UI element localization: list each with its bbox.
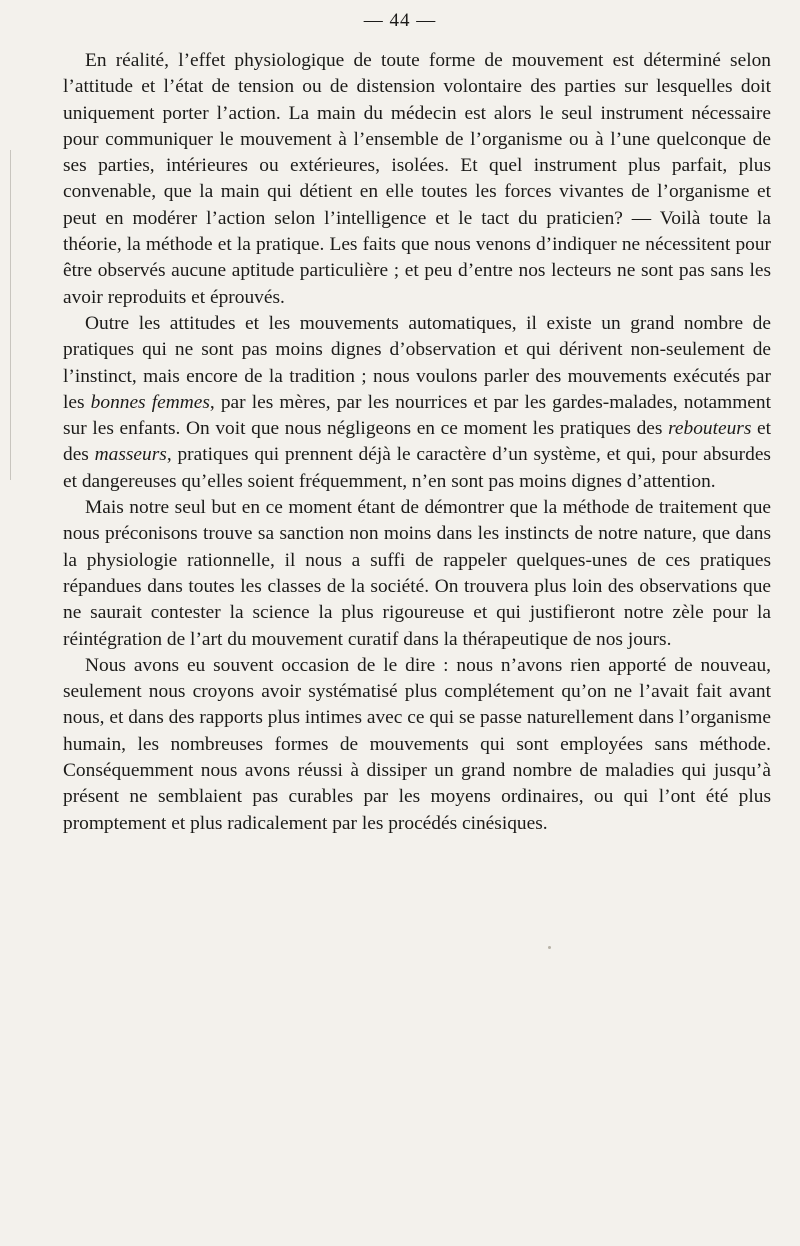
paragraph-1-text: En réalité, l’effet physiologique de toute forme de mouvement est déterminé selon l’attitude et l’état de tension ou de distension volontaire des parties sur lesquelles doit uniquement porter l’action. La main du médecin est alors le seul instrument nécessaire pour communiquer le mouvement à l’ensemble de l’organisme ou à l’une quelconque de ses parties, intérieures ou extérieures, isolées. Et quel instrument plus parfait, plus convenable, que la main qui détient en elle toutes les forces vivantes de l’organisme et peut en modérer l’action selon l’intelligence et le tact du praticien? — Voilà toute la théorie, la méthode et la pratique. Les faits que nous venons d’indiquer ne nécessitent pour être observés aucune aptitude particulière ; et peu d’entre nos lecteurs ne sont pas sans les avoir reproduits et éprouvés. — [63, 50, 771, 308]
paragraph-2-text-a: Outre les attitudes et les mouvements automatiques, il existe un grand nombre de pratiques qui ne sont pas moins dignes d’observation et qui dérivent non-seulement de l’instinct, mais encore de la tradition ; nous voulons parler des mouvements exécutés par les — [63, 312, 771, 413]
page-edge-shadow — [0, 150, 11, 480]
paragraph-1 — [63, 48, 771, 311]
paragraph-3-text: Mais notre seul but en ce moment étant de démontrer que la méthode de traitement que nous préconisons trouve sa sanction non moins dans les instincts de notre nature, que dans la physiologie rationnelle, il nous a suffi de rappeler quelques-unes de ces pratiques répandues dans toutes les classes de la société. On trouvera plus loin des observations que ne saurait contester la science la plus rigoureuse et qui justifieront notre zèle pour la réintégration de l’art du mouvement curatif dans la thérapeutique de nos jours. — [63, 497, 771, 650]
paragraph-2-text-b: , par les mères, par les nourrices et par les gardes-malades, notamment sur les enfants. On voit que nous négligeons en ce moment les pratiques des — [63, 391, 771, 440]
paper-speck — [548, 946, 551, 949]
paragraph-2-text-c: et des — [63, 418, 772, 466]
paragraph-4-text: Nous avons eu souvent occasion de le dire : nous n’avons rien apporté de nouveau, seulement nous croyons avoir systématisé plus complétement qu’on ne l’avait fait avant nous, et dans des rapports plus intimes avec ce qui se passe naturellement dans l’organisme humain, les nombreuses formes de mouvements qui sont employées sans méthode. Conséquemment nous avons réussi à dissiper un grand nombre de maladies qui jusqu’à présent ne semblaient pas curables par les moyens ordinaires, ou qui l’ont été plus promptement et plus radicalement par les procédés cinésiques. — [63, 654, 771, 834]
paragraph-4 — [63, 653, 771, 837]
italic-rebouteurs: rebouteurs — [668, 418, 752, 440]
paragraph-2-text-d: , pratiques qui prennent déjà le caractère d’un système, et qui, pour absurdes et dangereuses qu’elles soient fréquemment, n’en sont pas moins dignes d’attention. — [63, 444, 771, 492]
italic-masseurs: masseurs — [94, 444, 167, 466]
paragraph-3 — [63, 495, 771, 653]
body-text — [63, 48, 771, 837]
italic-bonnes-femmes: bonnes femmes — [90, 391, 210, 413]
page-number: — 44 — — [363, 10, 437, 31]
paragraph-2 — [63, 311, 771, 495]
